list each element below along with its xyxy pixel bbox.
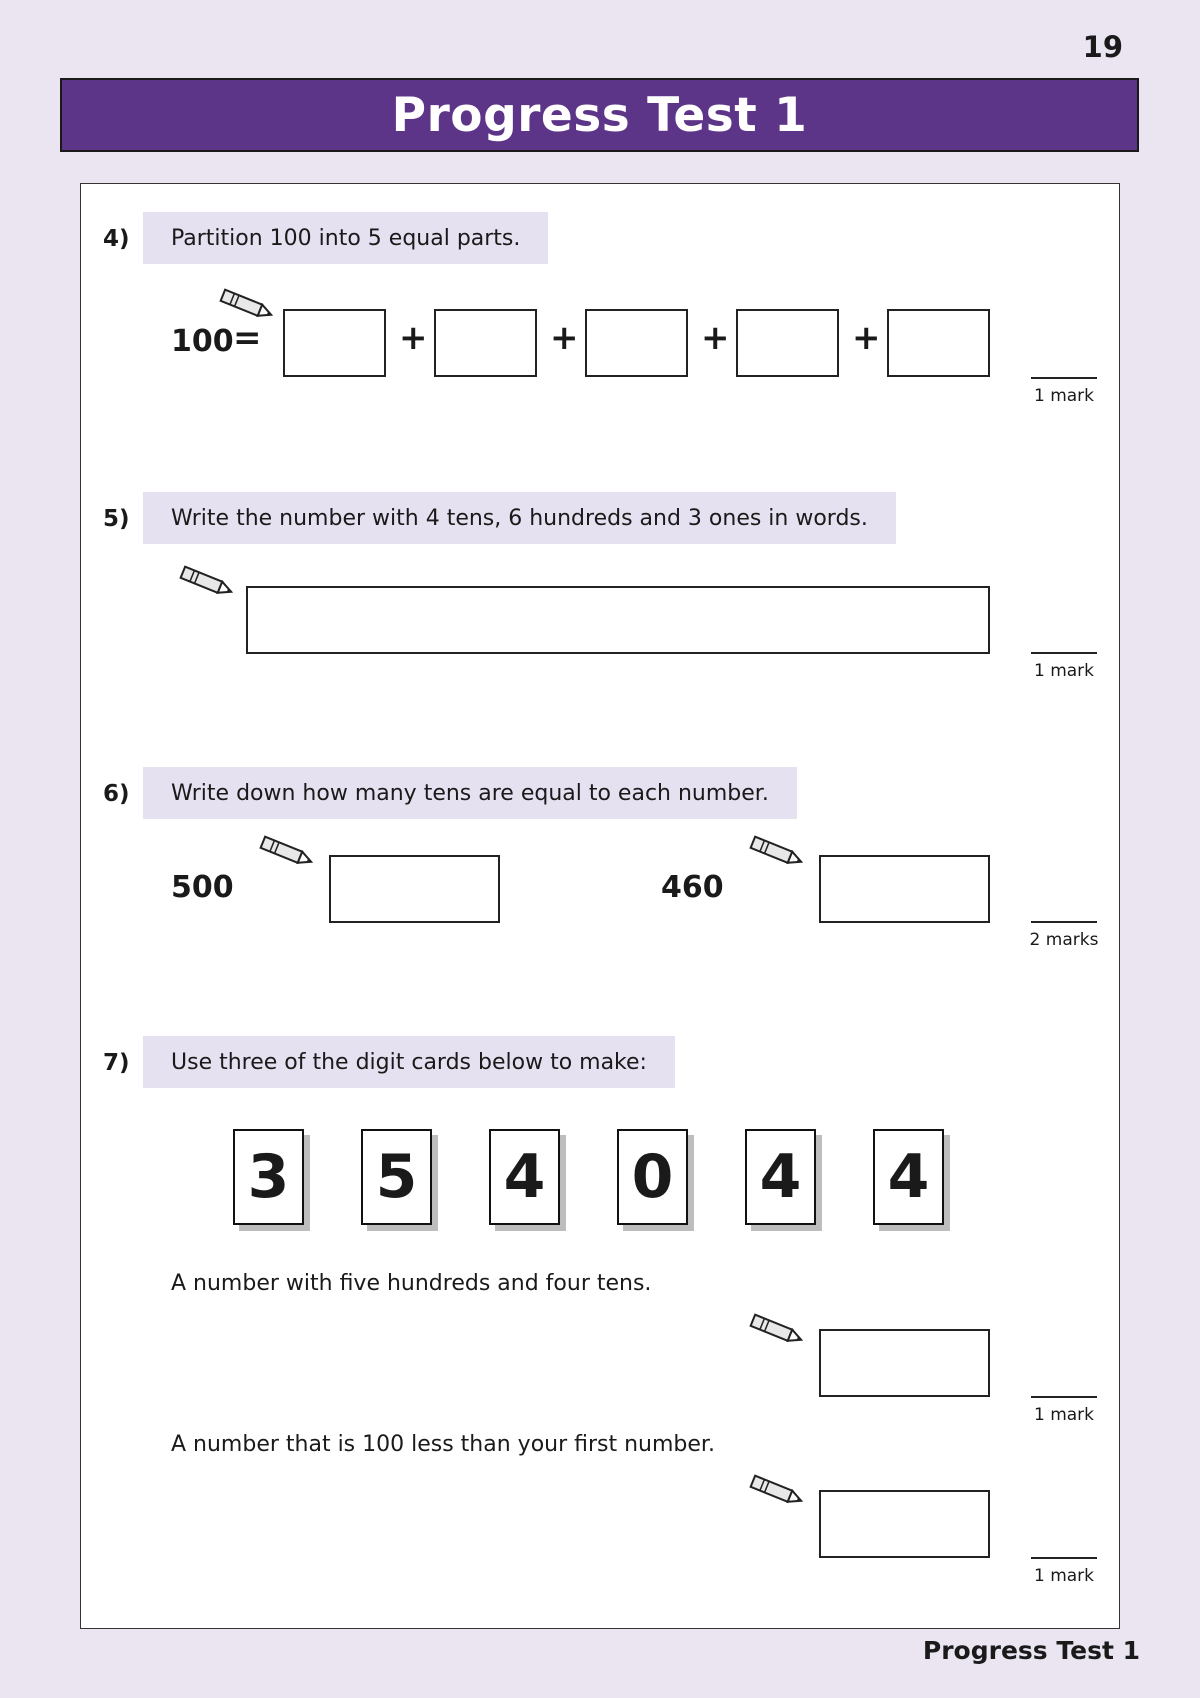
plus-sign: + <box>852 318 881 358</box>
question-prompt-5: Write the number with 4 tens, 6 hundreds and 3 ones in words. <box>143 492 896 544</box>
footer-label: Progress Test 1 <box>922 1636 1140 1665</box>
mark-label: 2 marks <box>1029 930 1099 950</box>
part-b-instruction: A number that is 100 less than your first number. <box>171 1432 715 1457</box>
number-500-label: 500 <box>171 870 234 905</box>
number-460-label: 460 <box>661 870 724 905</box>
part-a-answer-box[interactable] <box>819 1329 990 1397</box>
answer-box-part-4[interactable] <box>736 309 839 377</box>
pencil-icon <box>175 562 239 606</box>
question-prompt-4: Partition 100 into 5 equal parts. <box>143 212 548 264</box>
mark-label: 1 mark <box>1033 1405 1095 1425</box>
digit-card: 4 <box>745 1129 816 1225</box>
mark-line <box>1031 652 1097 654</box>
question-number-6: 6) <box>103 781 130 807</box>
part-a-instruction: A number with five hundreds and four tens. <box>171 1271 652 1296</box>
answer-box-part-5[interactable] <box>887 309 990 377</box>
mark-line <box>1031 1557 1097 1559</box>
mark-label: 1 mark <box>1033 661 1095 681</box>
equals-sign: = <box>233 318 262 358</box>
answer-box-part-1[interactable] <box>283 309 386 377</box>
pencil-icon <box>745 832 809 876</box>
page-number: 19 <box>1082 30 1123 64</box>
number-in-words-input[interactable] <box>246 586 990 654</box>
answer-box-part-3[interactable] <box>585 309 688 377</box>
mark-line <box>1031 1396 1097 1398</box>
digit-card: 5 <box>361 1129 432 1225</box>
pencil-icon <box>745 1310 809 1354</box>
mark-line <box>1031 921 1097 923</box>
partition-total: 100 <box>171 324 234 359</box>
test-panel <box>80 183 1120 1629</box>
digit-card: 4 <box>489 1129 560 1225</box>
question-number-4: 4) <box>103 226 130 252</box>
digit-card: 0 <box>617 1129 688 1225</box>
tens-answer-500[interactable] <box>329 855 500 923</box>
tens-answer-460[interactable] <box>819 855 990 923</box>
mark-line <box>1031 377 1097 379</box>
part-b-answer-box[interactable] <box>819 1490 990 1558</box>
plus-sign: + <box>701 318 730 358</box>
page-title: Progress Test 1 <box>391 87 808 143</box>
pencil-icon <box>255 832 319 876</box>
title-bar <box>60 78 1139 152</box>
question-prompt-7: Use three of the digit cards below to make: <box>143 1036 675 1088</box>
mark-label: 1 mark <box>1033 386 1095 406</box>
plus-sign: + <box>550 318 579 358</box>
digit-card: 3 <box>233 1129 304 1225</box>
pencil-icon <box>745 1471 809 1515</box>
mark-label: 1 mark <box>1033 1566 1095 1586</box>
question-prompt-6: Write down how many tens are equal to each number. <box>143 767 797 819</box>
answer-box-part-2[interactable] <box>434 309 537 377</box>
question-number-7: 7) <box>103 1050 130 1076</box>
question-number-5: 5) <box>103 506 130 532</box>
digit-card: 4 <box>873 1129 944 1225</box>
plus-sign: + <box>399 318 428 358</box>
